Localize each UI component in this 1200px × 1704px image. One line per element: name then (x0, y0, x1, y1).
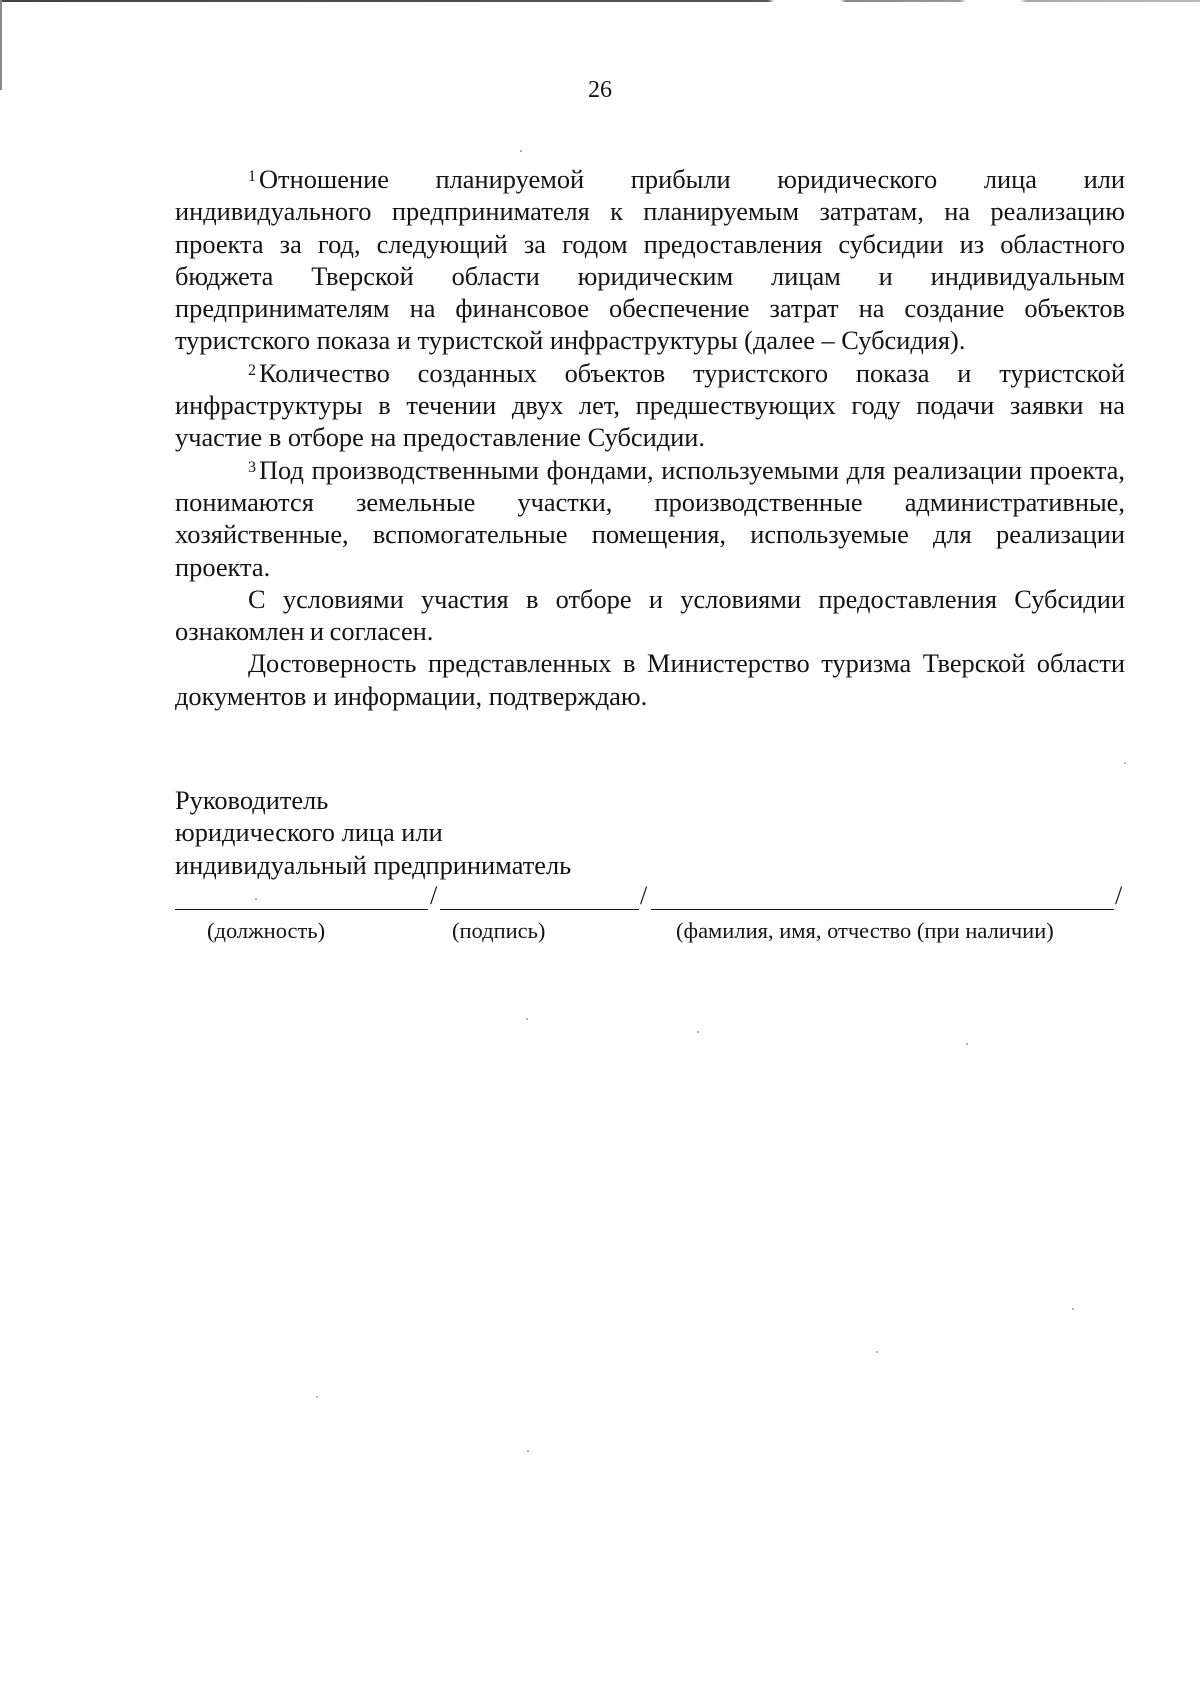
position-caption: (должность) (207, 918, 326, 943)
document-body (175, 163, 1125, 712)
paragraph-text: Под производственными фондами, используемыми для реализации проекта, понимаются земельные участки, производственные административные, хозяйственные, вспомогательные помещения, используемые для реализации проекта. (175, 454, 1125, 582)
paragraph-text: Достоверность представленных в Министерство туризма Тверской области документов и информации, подтверждаю. (175, 648, 1125, 711)
scan-speck (520, 150, 522, 152)
separator-slash: / (430, 881, 438, 910)
scan-edge-top (0, 0, 1200, 2)
footnote-3-paragraph (175, 454, 1125, 583)
separator-slash: / (640, 881, 648, 910)
paragraph-text: Количество созданных объектов туристского показа и туристской инфраструктуры в течении двух лет, предшествующих году подачи заявки на участие в отборе на предоставление Субсидии. (175, 357, 1125, 453)
signatory-title (175, 784, 571, 881)
footnote-1-paragraph (175, 163, 1125, 357)
name-blank-line (651, 881, 1114, 910)
paragraph-text: Отношение планируемой прибыли юридического лица или индивидуального предпринимателя к планируемым затратам, на реализацию проекта за год, следующий за годом предоставления субсидии из областного бюджета Тверской области юридическим лицам и индивидуальным предпринимателям на финансовое обеспечение затрат на создание объектов туристского показа и туристской инфраструктуры (далее – Субсидия). (175, 164, 1125, 356)
scan-speck (1124, 762, 1126, 764)
scan-speck (526, 1018, 528, 1020)
signatory-title-line: Руководитель (175, 785, 329, 815)
signature-caption: (подпись) (452, 918, 546, 943)
position-blank-line (175, 881, 428, 910)
footnote-marker: 1 (248, 168, 256, 185)
footnote-marker: 3 (248, 458, 256, 476)
full-name-caption: (фамилия, имя, отчество (при наличии) (676, 918, 1054, 943)
scan-speck (876, 1351, 878, 1353)
scan-speck (1072, 1308, 1074, 1310)
scan-speck (966, 1043, 968, 1045)
footnote-2-paragraph (175, 357, 1125, 454)
separator-slash: / (1115, 881, 1123, 910)
scan-speck (316, 1396, 318, 1398)
consent-paragraph (175, 583, 1125, 648)
signatory-title-line: индивидуальный предприниматель (175, 849, 572, 880)
footnote-marker: 2 (248, 361, 256, 379)
paragraph-text: С условиями участия в отборе и условиями предоставления Субсидии ознакомлен и согласен. (175, 583, 1125, 647)
page-number: 26 (588, 77, 612, 103)
confirmation-paragraph (175, 647, 1125, 712)
scan-speck (697, 1031, 699, 1033)
scan-speck (255, 898, 257, 900)
signatory-title-line: юридического лица или (175, 817, 443, 848)
signature-blank-line (440, 881, 639, 910)
scan-speck (527, 1450, 529, 1452)
